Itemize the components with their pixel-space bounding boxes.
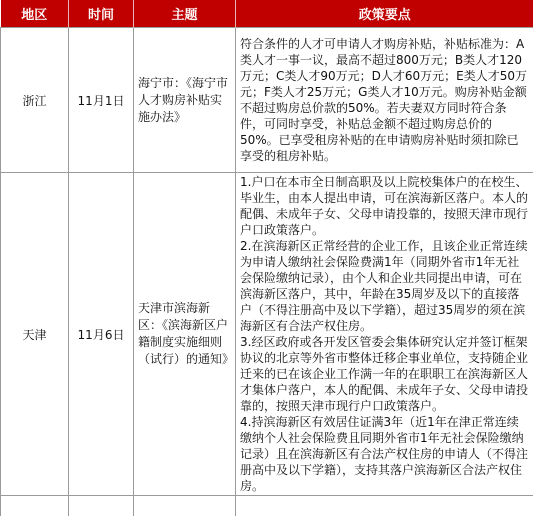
table-row-cut	[1, 496, 533, 517]
policy-paragraph: 4.持滨海新区有效居住证满3年（近1年在津正常连续缴纳个人社会保险费且同期外省市1年无社会保险缴纳记录）且在滨海新区有合法产权住房的申请人（不得注册高中及以下学籍），支持其落户滨海新区合法产权住房。	[240, 415, 529, 493]
header-topic: 主题	[134, 0, 236, 28]
region-cell: 浙江	[1, 28, 69, 173]
header-policy: 政策要点	[236, 0, 533, 28]
table-row	[1, 28, 533, 173]
header-region: 地区	[1, 0, 69, 28]
policy-cell	[236, 28, 533, 173]
policy-paragraph: 2.在滨海新区正常经营的企业工作，且该企业正常连续为申请人缴纳社会保险费满1年（同期外省市1年无社会保险缴纳记录），由个人和企业共同提出申请，可在滨海新区落户，其中，年龄在35周岁及以下的直接落户（不得注册高中及以下学籍），超过35周岁的须在滨海新区有合法产权住房。	[240, 239, 528, 333]
policy-paragraph: 1.户口在本市全日制高职及以上院校集体户的在校生、毕业生，由本人提出申请，可在滨海新区落户。本人的配偶、未成年子女、父母申请投靠的，按照天津市现行户口政策落户。	[240, 175, 529, 237]
header-row	[1, 0, 533, 28]
table-row	[1, 173, 533, 496]
policy-cell	[236, 173, 533, 496]
date-cell: 11月6日	[69, 173, 134, 496]
topic-cell: 海宁市：《海宁市人才购房补贴实施办法》	[134, 28, 236, 173]
topic-cell: 天津市滨海新区：《滨海新区户籍制度实施细则（试行）的通知》	[134, 173, 236, 496]
policy-paragraph: 3.经区政府或各开发区管委会集体研究认定并签订框架协议的北京等外省市整体迁移企事业单位，支持随企业迁来的已在该企业工作满一年的在职职工在滨海新区人才集体户落户，本人的配偶、未成年子女、父母申请投靠的，按照天津市现行户口政策落户。	[240, 335, 529, 413]
region-cell: 天津	[1, 173, 69, 496]
policy-paragraph: 符合条件的人才可申请人才购房补贴，补贴标准为：A类人才一事一议，最高不超过800万元；B类人才120万元；C类人才90万元；D人才60万元；E类人才50万元；F类人才25万元；G类人才10万元。购房补贴金额不超过购房总价款的50%。若夫妻双方同时符合条件，可同时享受，补贴总金额不超过购房总价的50%。已享受租房补贴的在申请购房补贴时须扣除已享受的租房补贴。	[240, 37, 528, 163]
header-date: 时间	[69, 0, 134, 28]
date-cell: 11月1日	[69, 28, 134, 173]
